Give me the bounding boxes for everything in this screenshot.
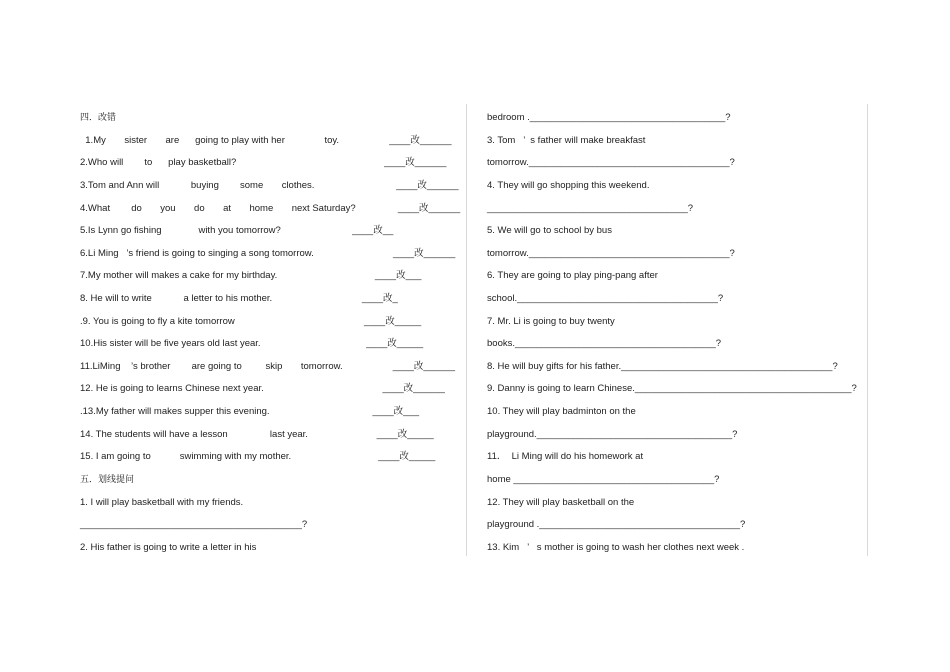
error-item-5: 5.Is Lynn go fishing with you tomorrow? ____改__ xyxy=(80,225,394,236)
right-line-7: tomorrow.______________________________________? xyxy=(487,248,735,259)
question-1: 1. I will play basketball with my friends. xyxy=(80,497,244,508)
right-line-11: books.______________________________________? xyxy=(487,338,722,349)
right-line-9: school.______________________________________? xyxy=(487,293,724,304)
right-line-17: home ______________________________________? xyxy=(487,474,720,485)
error-item-7: 7.My mother will makes a cake for my birthday. ____改___ xyxy=(80,270,422,281)
right-line-6: 5. We will go to school by bus xyxy=(487,225,612,236)
error-item-2: 2.Who will to play basketball? ____改______ xyxy=(80,157,447,168)
right-line-4: 4. They will go shopping this weekend. xyxy=(487,180,650,191)
right-line-12: 8. He will buy gifts for his father.________________________________________? xyxy=(487,361,838,372)
right-line-1: bedroom ._____________________________________? xyxy=(487,112,731,123)
right-line-15: playground._____________________________________? xyxy=(487,429,738,440)
error-item-1: 1.My sister are going to play with her toy. ____改______ xyxy=(80,135,452,146)
right-line-16: 11． Li Ming will do his homework at xyxy=(487,451,644,462)
section-5-heading: 五．划线提问 xyxy=(80,475,135,485)
right-line-13: 9. Danny is going to learn Chinese._________________________________________? xyxy=(487,383,857,394)
error-item-11: 11.LiMing ’s brother are going to skip tomorrow. ____改______ xyxy=(80,361,456,372)
error-item-6: 6.Li Ming ’s friend is going to singing a song tomorrow. ____改______ xyxy=(80,248,456,259)
right-line-18: 12. They will play basketball on the xyxy=(487,497,635,508)
right-column xyxy=(487,104,867,556)
right-line-14: 10. They will play badminton on the xyxy=(487,406,636,417)
error-item-12: 12. He is going to learns Chinese next year. ____改______ xyxy=(80,383,445,394)
right-line-20: 13. Kim ’ s mother is going to wash her clothes next week . xyxy=(487,542,745,553)
left-column xyxy=(80,104,466,556)
section-4-heading: 四．改错 xyxy=(80,113,117,123)
question-2: 2. His father is going to write a letter in his xyxy=(80,542,257,553)
error-item-9: .9. You is going to fly a kite tomorrow ____改_____ xyxy=(80,316,422,327)
error-item-10: 10.His sister will be five years old last year. ____改_____ xyxy=(80,338,424,349)
error-item-14: 14. The students will have a lesson last year. ____改_____ xyxy=(80,429,434,440)
error-item-4: 4.What do you do at home next Saturday? ____改______ xyxy=(80,203,461,214)
error-item-3: 3.Tom and Ann will buying some clothes. ____改______ xyxy=(80,180,459,191)
column-divider-right xyxy=(867,104,868,556)
right-line-5: ______________________________________? xyxy=(487,203,694,214)
right-line-8: 6. They are going to play ping-pang after xyxy=(487,270,658,281)
column-divider-left xyxy=(466,104,467,556)
question-1-answer-blank: __________________________________________? xyxy=(80,519,308,530)
right-line-3: tomorrow.______________________________________? xyxy=(487,157,735,168)
right-line-19: playground .______________________________________? xyxy=(487,519,746,530)
right-line-2: 3. Tom ’ s father will make breakfast xyxy=(487,135,646,146)
right-line-10: 7. Mr. Li is going to buy twenty xyxy=(487,316,615,327)
error-item-8: 8. He will to write a letter to his mother. ____改_ xyxy=(80,293,398,304)
error-item-13: .13.My father will makes supper this evening. ____改___ xyxy=(80,406,419,417)
error-item-15: 15. I am going to swimming with my mother. ____改_____ xyxy=(80,451,436,462)
